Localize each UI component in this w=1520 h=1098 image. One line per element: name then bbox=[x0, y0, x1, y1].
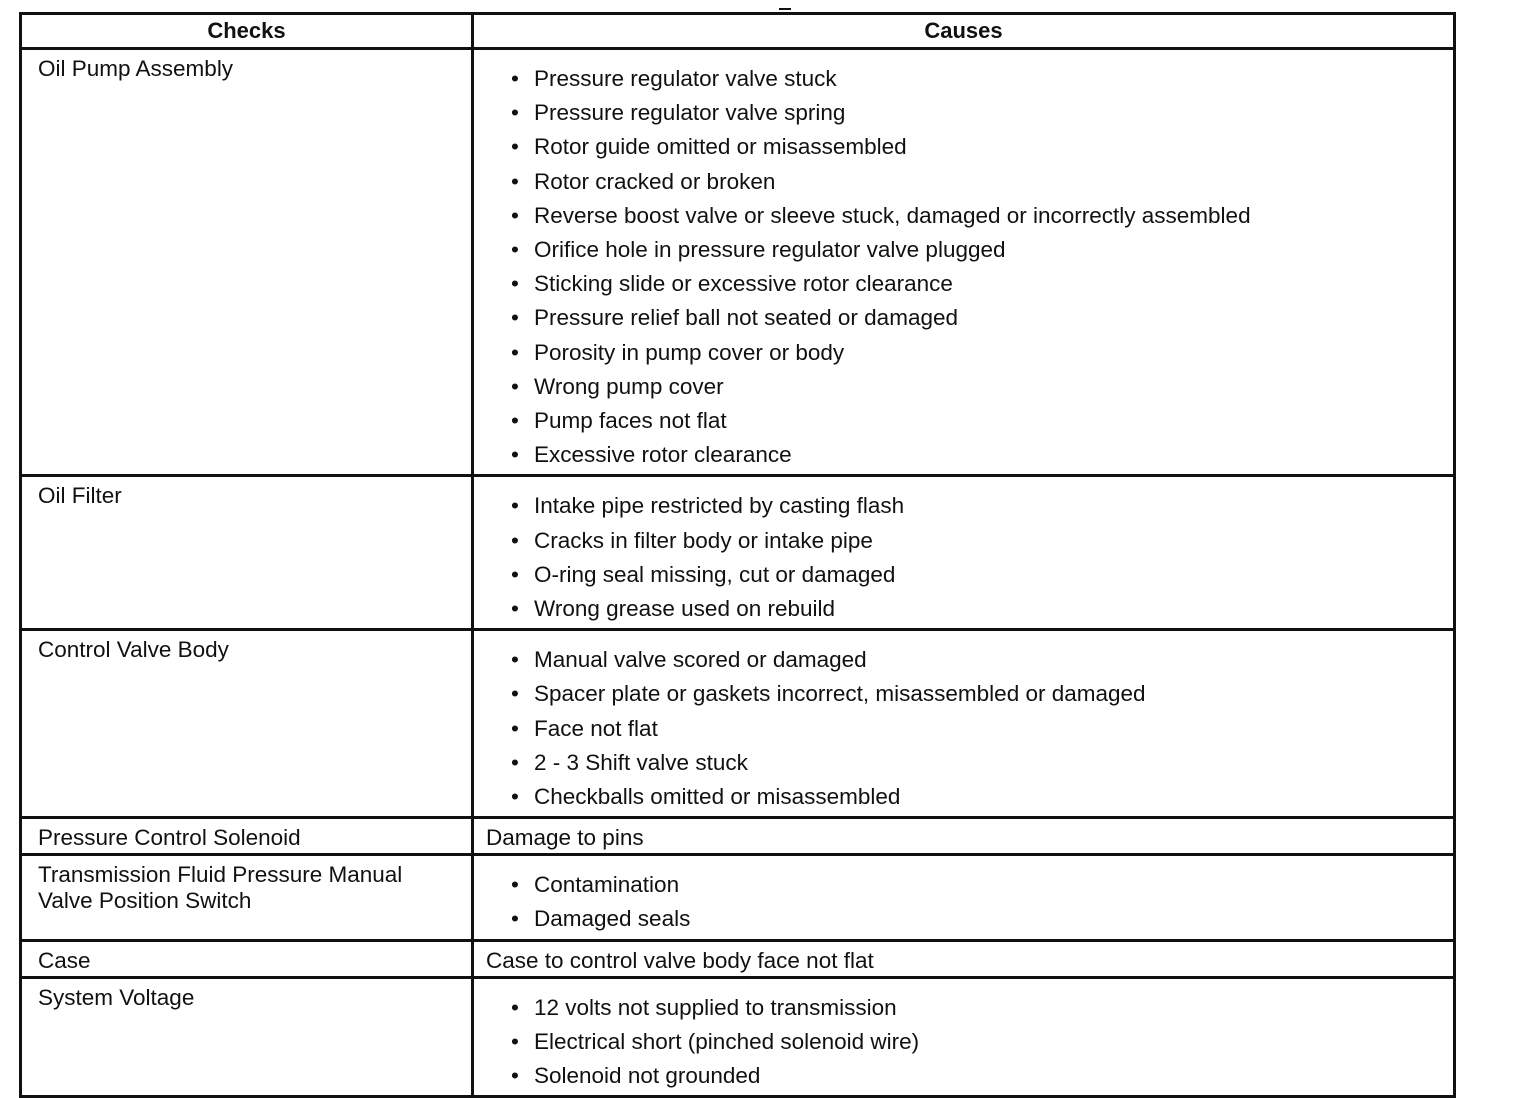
bullet-icon: • bbox=[511, 271, 519, 297]
cause-item bbox=[508, 489, 1445, 523]
check-label: Pressure Control Solenoid bbox=[38, 825, 301, 851]
table-row-oil-filter bbox=[21, 476, 1455, 630]
bullet-icon: • bbox=[511, 237, 519, 263]
cause-item bbox=[508, 712, 1445, 746]
cause-item bbox=[508, 404, 1445, 438]
cause-item bbox=[508, 746, 1445, 780]
cause-text: 12 volts not supplied to transmission bbox=[534, 994, 897, 1020]
check-cell bbox=[21, 818, 473, 855]
bullet-icon: • bbox=[511, 715, 519, 741]
bullet-icon: • bbox=[511, 493, 519, 519]
table-row-control-valve-body bbox=[21, 630, 1455, 818]
cause-item bbox=[508, 165, 1445, 199]
check-cell bbox=[21, 977, 473, 1097]
bullet-icon: • bbox=[511, 373, 519, 399]
bullet-icon: • bbox=[511, 872, 519, 898]
cause-text: Porosity in pump cover or body bbox=[534, 339, 845, 365]
bullet-icon: • bbox=[511, 906, 519, 932]
causes-cell bbox=[473, 855, 1455, 940]
header-checks: Checks bbox=[21, 14, 473, 49]
cause-item bbox=[508, 558, 1445, 592]
bullet-icon: • bbox=[511, 66, 519, 91]
cause-text: Pressure regulator valve spring bbox=[534, 100, 846, 126]
cause-item bbox=[508, 301, 1445, 335]
diagnosis-table-container bbox=[19, 12, 1453, 1098]
check-cell bbox=[21, 476, 473, 630]
check-label: Oil Pump Assembly bbox=[38, 56, 234, 81]
cause-text: Pressure relief ball not seated or damaged bbox=[534, 305, 958, 331]
cause-text: Electrical short (pinched solenoid wire) bbox=[534, 1028, 920, 1054]
bullet-icon: • bbox=[511, 408, 519, 434]
table-body bbox=[21, 49, 1455, 1097]
table-row-oil-pump-assembly bbox=[21, 49, 1455, 476]
cause-text: Wrong pump cover bbox=[534, 373, 724, 399]
causes-cell bbox=[473, 630, 1455, 818]
cause-item bbox=[508, 780, 1445, 814]
cause-item bbox=[508, 336, 1445, 370]
cause-item bbox=[508, 267, 1445, 301]
check-cell bbox=[21, 630, 473, 818]
bullet-icon: • bbox=[511, 168, 519, 194]
cause-text: Contamination bbox=[534, 872, 680, 898]
cause-text: Case to control valve body face not flat bbox=[486, 947, 874, 973]
cause-item bbox=[508, 991, 1445, 1025]
cause-item bbox=[508, 902, 1445, 936]
cause-text: Orifice hole in pressure regulator valve plugged bbox=[534, 237, 1006, 263]
causes-cell bbox=[473, 818, 1455, 855]
table-row-pressure-control-solenoid bbox=[21, 818, 1455, 855]
check-label: Control Valve Body bbox=[38, 637, 229, 663]
table-row-transmission-fluid-pressure-manual-valve-position-switch bbox=[21, 855, 1455, 940]
bullet-icon: • bbox=[511, 527, 519, 553]
cause-text: Manual valve scored or damaged bbox=[534, 647, 867, 673]
cause-text: Checkballs omitted or misassembled bbox=[534, 784, 901, 810]
check-label: Case bbox=[38, 947, 91, 973]
bullet-icon: • bbox=[511, 994, 519, 1020]
cause-item bbox=[508, 199, 1445, 233]
bullet-icon: • bbox=[511, 442, 519, 468]
table-row-case bbox=[21, 940, 1455, 977]
cause-text: Damaged seals bbox=[534, 906, 691, 932]
causes-cell bbox=[473, 977, 1455, 1097]
bullet-icon: • bbox=[511, 134, 519, 160]
check-cell bbox=[21, 940, 473, 977]
cause-text: Damage to pins bbox=[486, 825, 644, 851]
causes-list bbox=[474, 50, 1453, 474]
cause-text: Intake pipe restricted by casting flash bbox=[534, 493, 905, 519]
cause-text: Wrong grease used on rebuild bbox=[534, 596, 836, 622]
causes-list bbox=[474, 631, 1453, 816]
bullet-icon: • bbox=[511, 305, 519, 331]
causes-cell bbox=[473, 49, 1455, 476]
cause-text: Rotor guide omitted or misassembled bbox=[534, 134, 907, 160]
cause-item bbox=[508, 233, 1445, 267]
bullet-icon: • bbox=[511, 681, 519, 707]
scan-mark bbox=[779, 8, 791, 10]
cause-text: Excessive rotor clearance bbox=[534, 442, 792, 468]
bullet-icon: • bbox=[511, 749, 519, 775]
causes-cell bbox=[473, 940, 1455, 977]
check-cell bbox=[21, 49, 473, 476]
cause-item bbox=[508, 1025, 1445, 1059]
diagnosis-table bbox=[19, 12, 1456, 1098]
cause-item bbox=[508, 96, 1445, 130]
causes-list bbox=[474, 979, 1453, 1096]
bullet-icon: • bbox=[511, 647, 519, 673]
bullet-icon: • bbox=[511, 784, 519, 810]
cause-text: Face not flat bbox=[534, 715, 658, 741]
bullet-icon: • bbox=[511, 596, 519, 622]
check-cell bbox=[21, 855, 473, 940]
header-causes: Causes bbox=[473, 14, 1455, 49]
cause-text: Solenoid not grounded bbox=[534, 1063, 761, 1089]
bullet-icon: • bbox=[511, 1028, 519, 1054]
cause-text: O-ring seal missing, cut or damaged bbox=[534, 561, 896, 587]
check-label: System Voltage bbox=[38, 984, 195, 1010]
causes-list bbox=[474, 477, 1453, 628]
cause-item bbox=[508, 1059, 1445, 1093]
cause-item bbox=[508, 370, 1445, 404]
cause-item bbox=[508, 643, 1445, 677]
causes-cell bbox=[473, 476, 1455, 630]
check-label: Transmission Fluid Pressure Manual Valve Position Switch bbox=[38, 862, 403, 914]
cause-item bbox=[508, 438, 1445, 472]
bullet-icon: • bbox=[511, 100, 519, 126]
cause-text: Rotor cracked or broken bbox=[534, 168, 776, 194]
cause-text: Cracks in filter body or intake pipe bbox=[534, 527, 873, 553]
cause-item bbox=[508, 130, 1445, 164]
cause-text: Sticking slide or excessive rotor clearance bbox=[534, 271, 953, 297]
cause-text: Pump faces not flat bbox=[534, 408, 727, 434]
cause-text: 2 - 3 Shift valve stuck bbox=[534, 749, 748, 775]
bullet-icon: • bbox=[511, 339, 519, 365]
cause-item bbox=[508, 868, 1445, 902]
header-row bbox=[21, 14, 1455, 49]
cause-text: Spacer plate or gaskets incorrect, misassembled or damaged bbox=[534, 681, 1146, 707]
check-label: Oil Filter bbox=[38, 483, 122, 509]
cause-item bbox=[508, 62, 1445, 96]
cause-text: Pressure regulator valve stuck bbox=[534, 66, 837, 91]
bullet-icon: • bbox=[511, 561, 519, 587]
table-row-system-voltage bbox=[21, 977, 1455, 1097]
bullet-icon: • bbox=[511, 1063, 519, 1089]
causes-list bbox=[474, 856, 1453, 938]
cause-item bbox=[508, 677, 1445, 711]
cause-item bbox=[508, 592, 1445, 626]
cause-text: Reverse boost valve or sleeve stuck, damaged or incorrectly assembled bbox=[534, 202, 1251, 228]
bullet-icon: • bbox=[511, 202, 519, 228]
cause-item bbox=[508, 524, 1445, 558]
